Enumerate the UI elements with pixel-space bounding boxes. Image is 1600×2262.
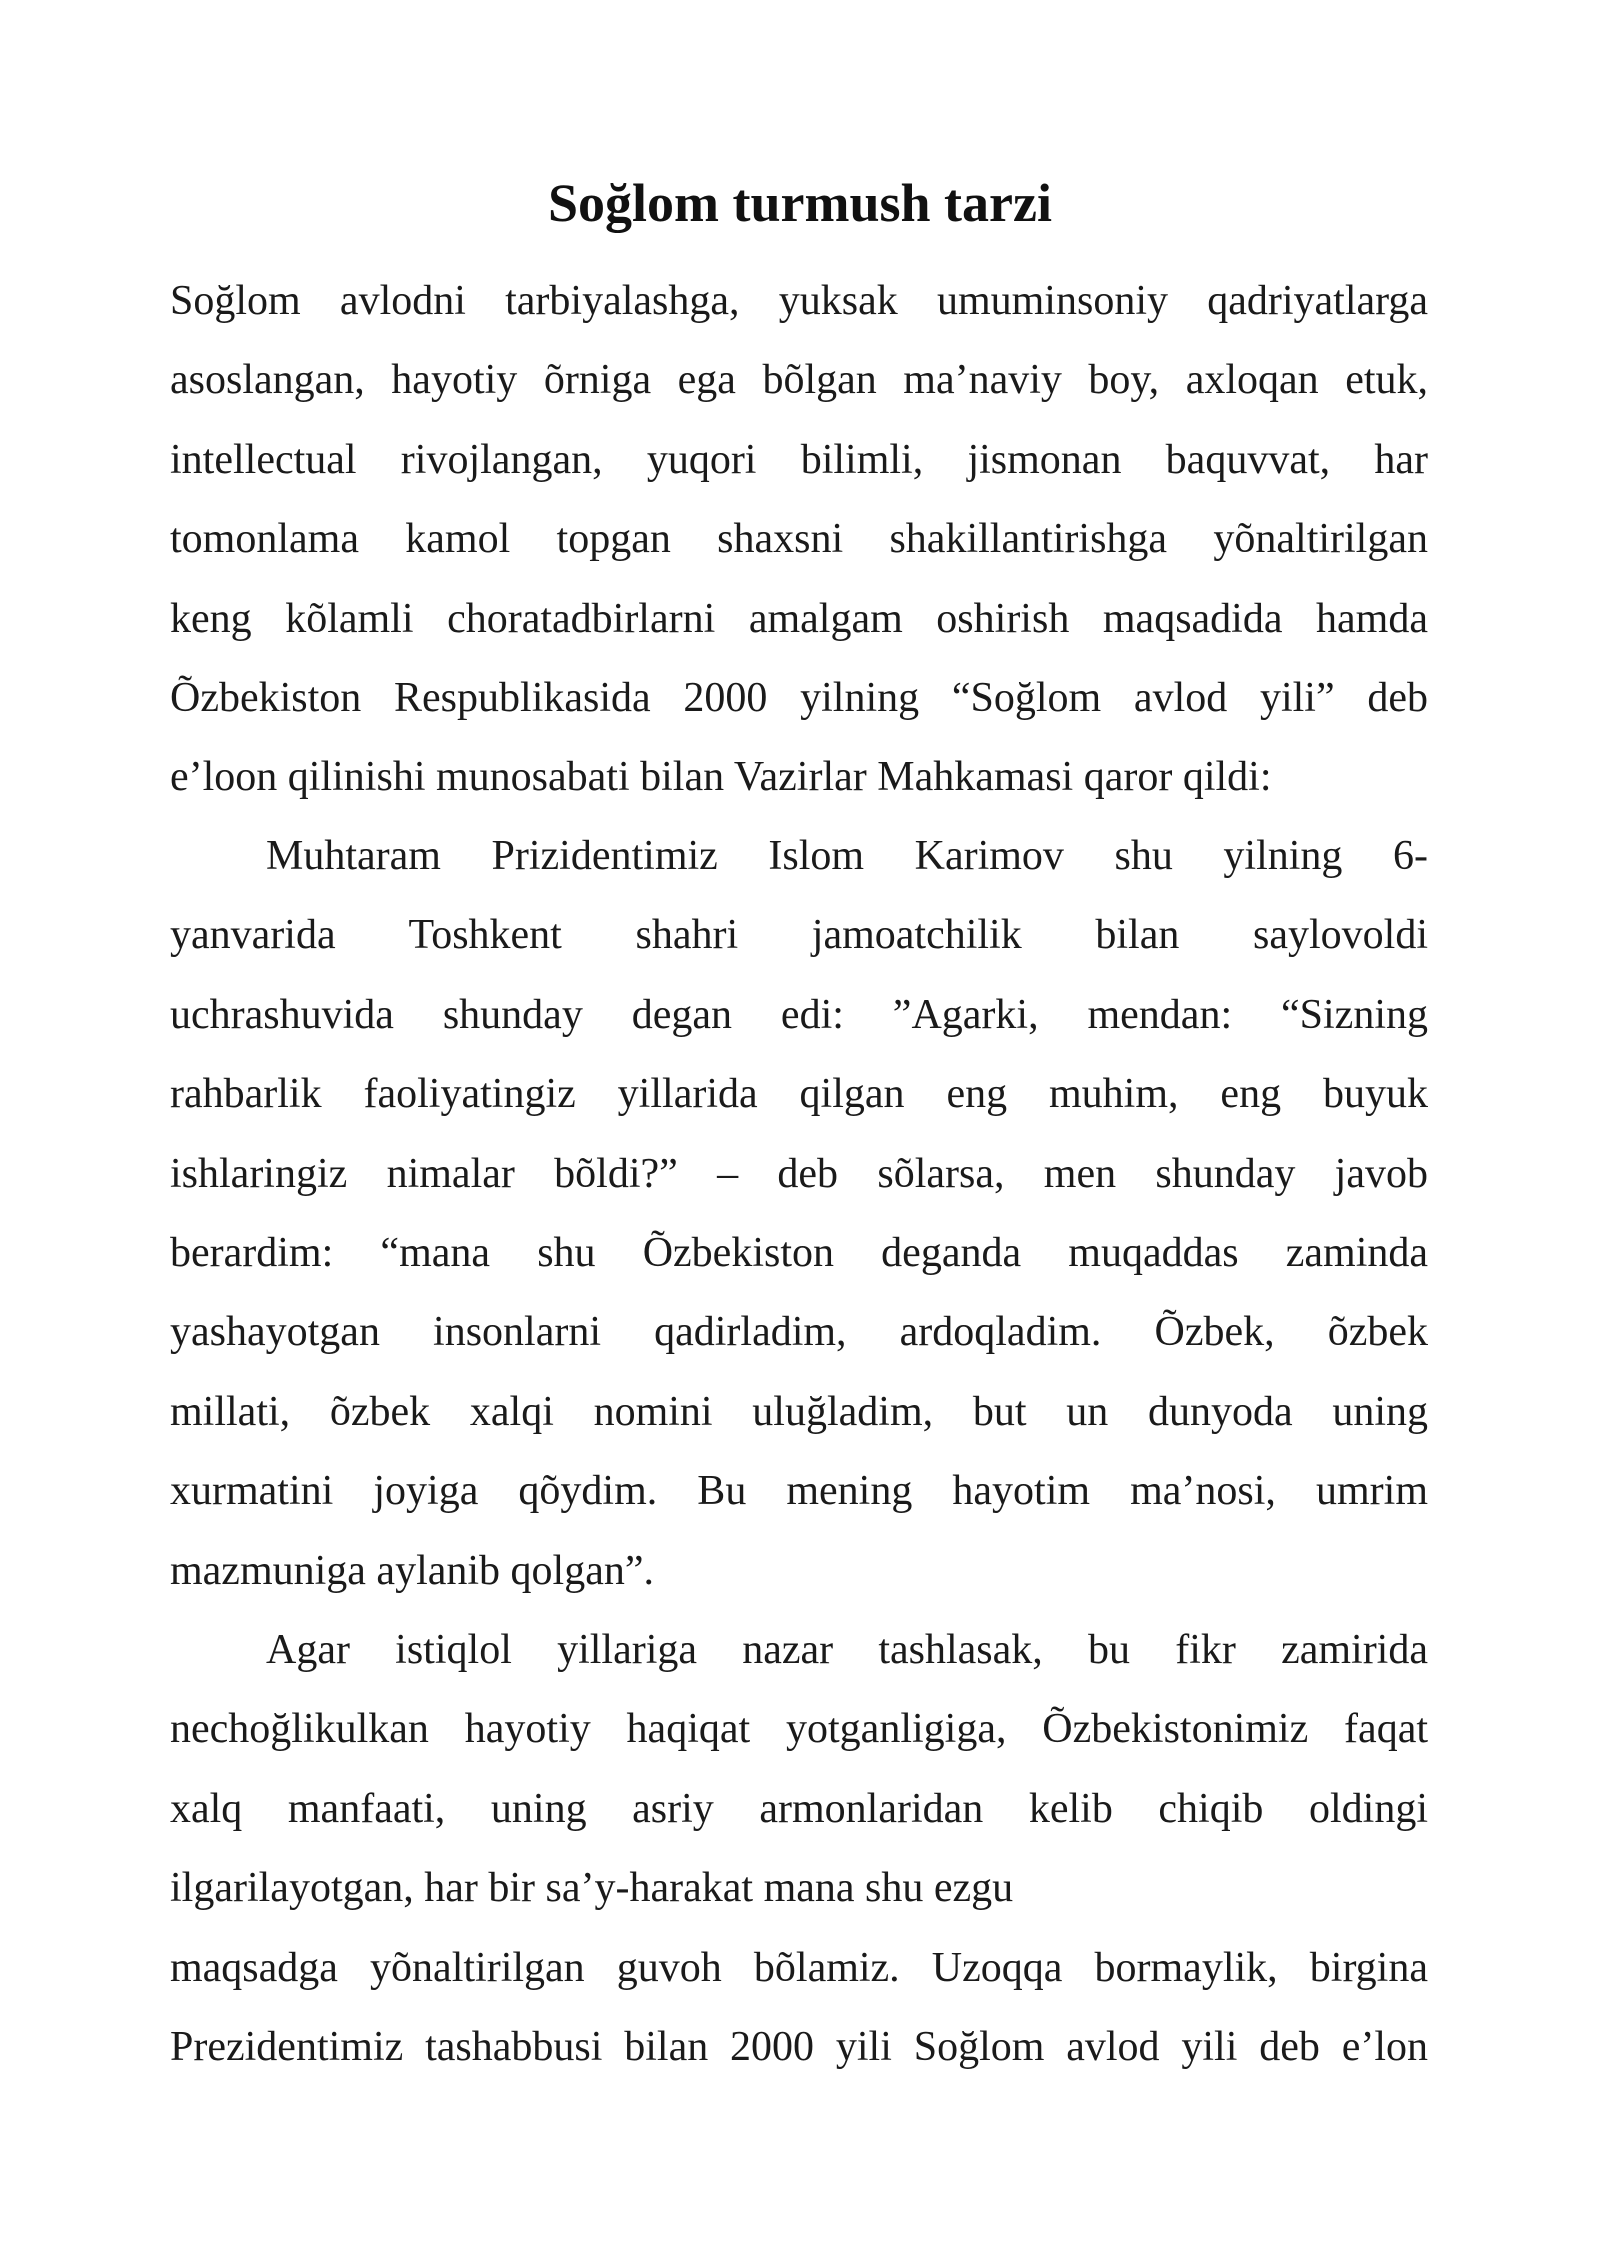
text-line: keng kõlamli choratadbirlarni amalgam oshirish maqsadida hamda [170, 595, 1428, 642]
text-line: tomonlama kamol topgan shaxsni shakillantirishga yõnaltirilgan [170, 516, 1428, 563]
text-line: millati, õzbek xalqi nomini uluğladim, but un dunyoda uning [170, 1388, 1428, 1435]
text-line: xalq manfaati, uning asriy armonlaridan kelib chiqib oldingi [170, 1785, 1428, 1832]
text-line: asoslangan, hayotiy õrniga ega bõlgan ma’naviy boy, axloqan etuk, [170, 357, 1428, 404]
text-line: Muhtaram Prizidentimiz Islom Karimov shu yilning 6- [266, 833, 1428, 879]
text-line: xurmatini joyiga qõydim. Bu mening hayotim ma’nosi, umrim [170, 1468, 1428, 1515]
text-line: ilgarilayotgan, har bir sa’y-harakat mana shu ezgu [170, 1865, 1014, 1912]
text-line: Õzbekiston Respublikasida 2000 yilning “Soğlom avlod yili” deb [170, 674, 1428, 721]
text-line: maqsadga yõnaltirilgan guvoh bõlamiz. Uzoqqa bormaylik, birgina [170, 1944, 1428, 1991]
text-line: Prezidentimiz tashabbusi bilan 2000 yili Soğlom avlod yili deb e’lon [170, 2023, 1428, 2070]
text-line: yanvarida Toshkent shahri jamoatchilik bilan saylovoldi [170, 912, 1428, 959]
paragraph-3 [170, 1611, 1428, 2087]
text-line: uchrashuvida shunday degan edi: ”Agarki, mendan: “Sizning [170, 991, 1428, 1038]
paragraph-1 [170, 262, 1428, 818]
document-title: Soğlom turmush tarzi [548, 173, 1052, 233]
text-line: Agar istiqlol yillariga nazar tashlasak, bu fikr zamirida [266, 1627, 1428, 1673]
text-line: yashayotgan insonlarni qadirladim, ardoqladim. Õzbek, õzbek [170, 1309, 1428, 1356]
text-line: berardim: “mana shu Õzbekiston deganda muqaddas zaminda [170, 1229, 1428, 1276]
text-line: rahbarlik faoliyatingiz yillarida qilgan eng muhim, eng buyuk [170, 1071, 1428, 1118]
text-line: mazmuniga aylanib qolgan”. [170, 1547, 655, 1594]
text-line: intellectual rivojlangan, yuqori bilimli, jismonan baquvvat, har [170, 436, 1428, 483]
text-line: ishlaringiz nimalar bõldi?” – deb sõlarsa, men shunday javob [170, 1150, 1428, 1197]
text-line: Soğlom avlodni tarbiyalashga, yuksak umuminsoniy qadriyatlarga [170, 278, 1428, 324]
text-line: e’loon qilinishi munosabati bilan Vazirlar Mahkamasi qaror qildi: [170, 754, 1272, 801]
paragraph-2 [170, 817, 1428, 1611]
text-line: nechoğlikulkan hayotiy haqiqat yotganligiga, Õzbekistonimiz faqat [170, 1706, 1428, 1753]
